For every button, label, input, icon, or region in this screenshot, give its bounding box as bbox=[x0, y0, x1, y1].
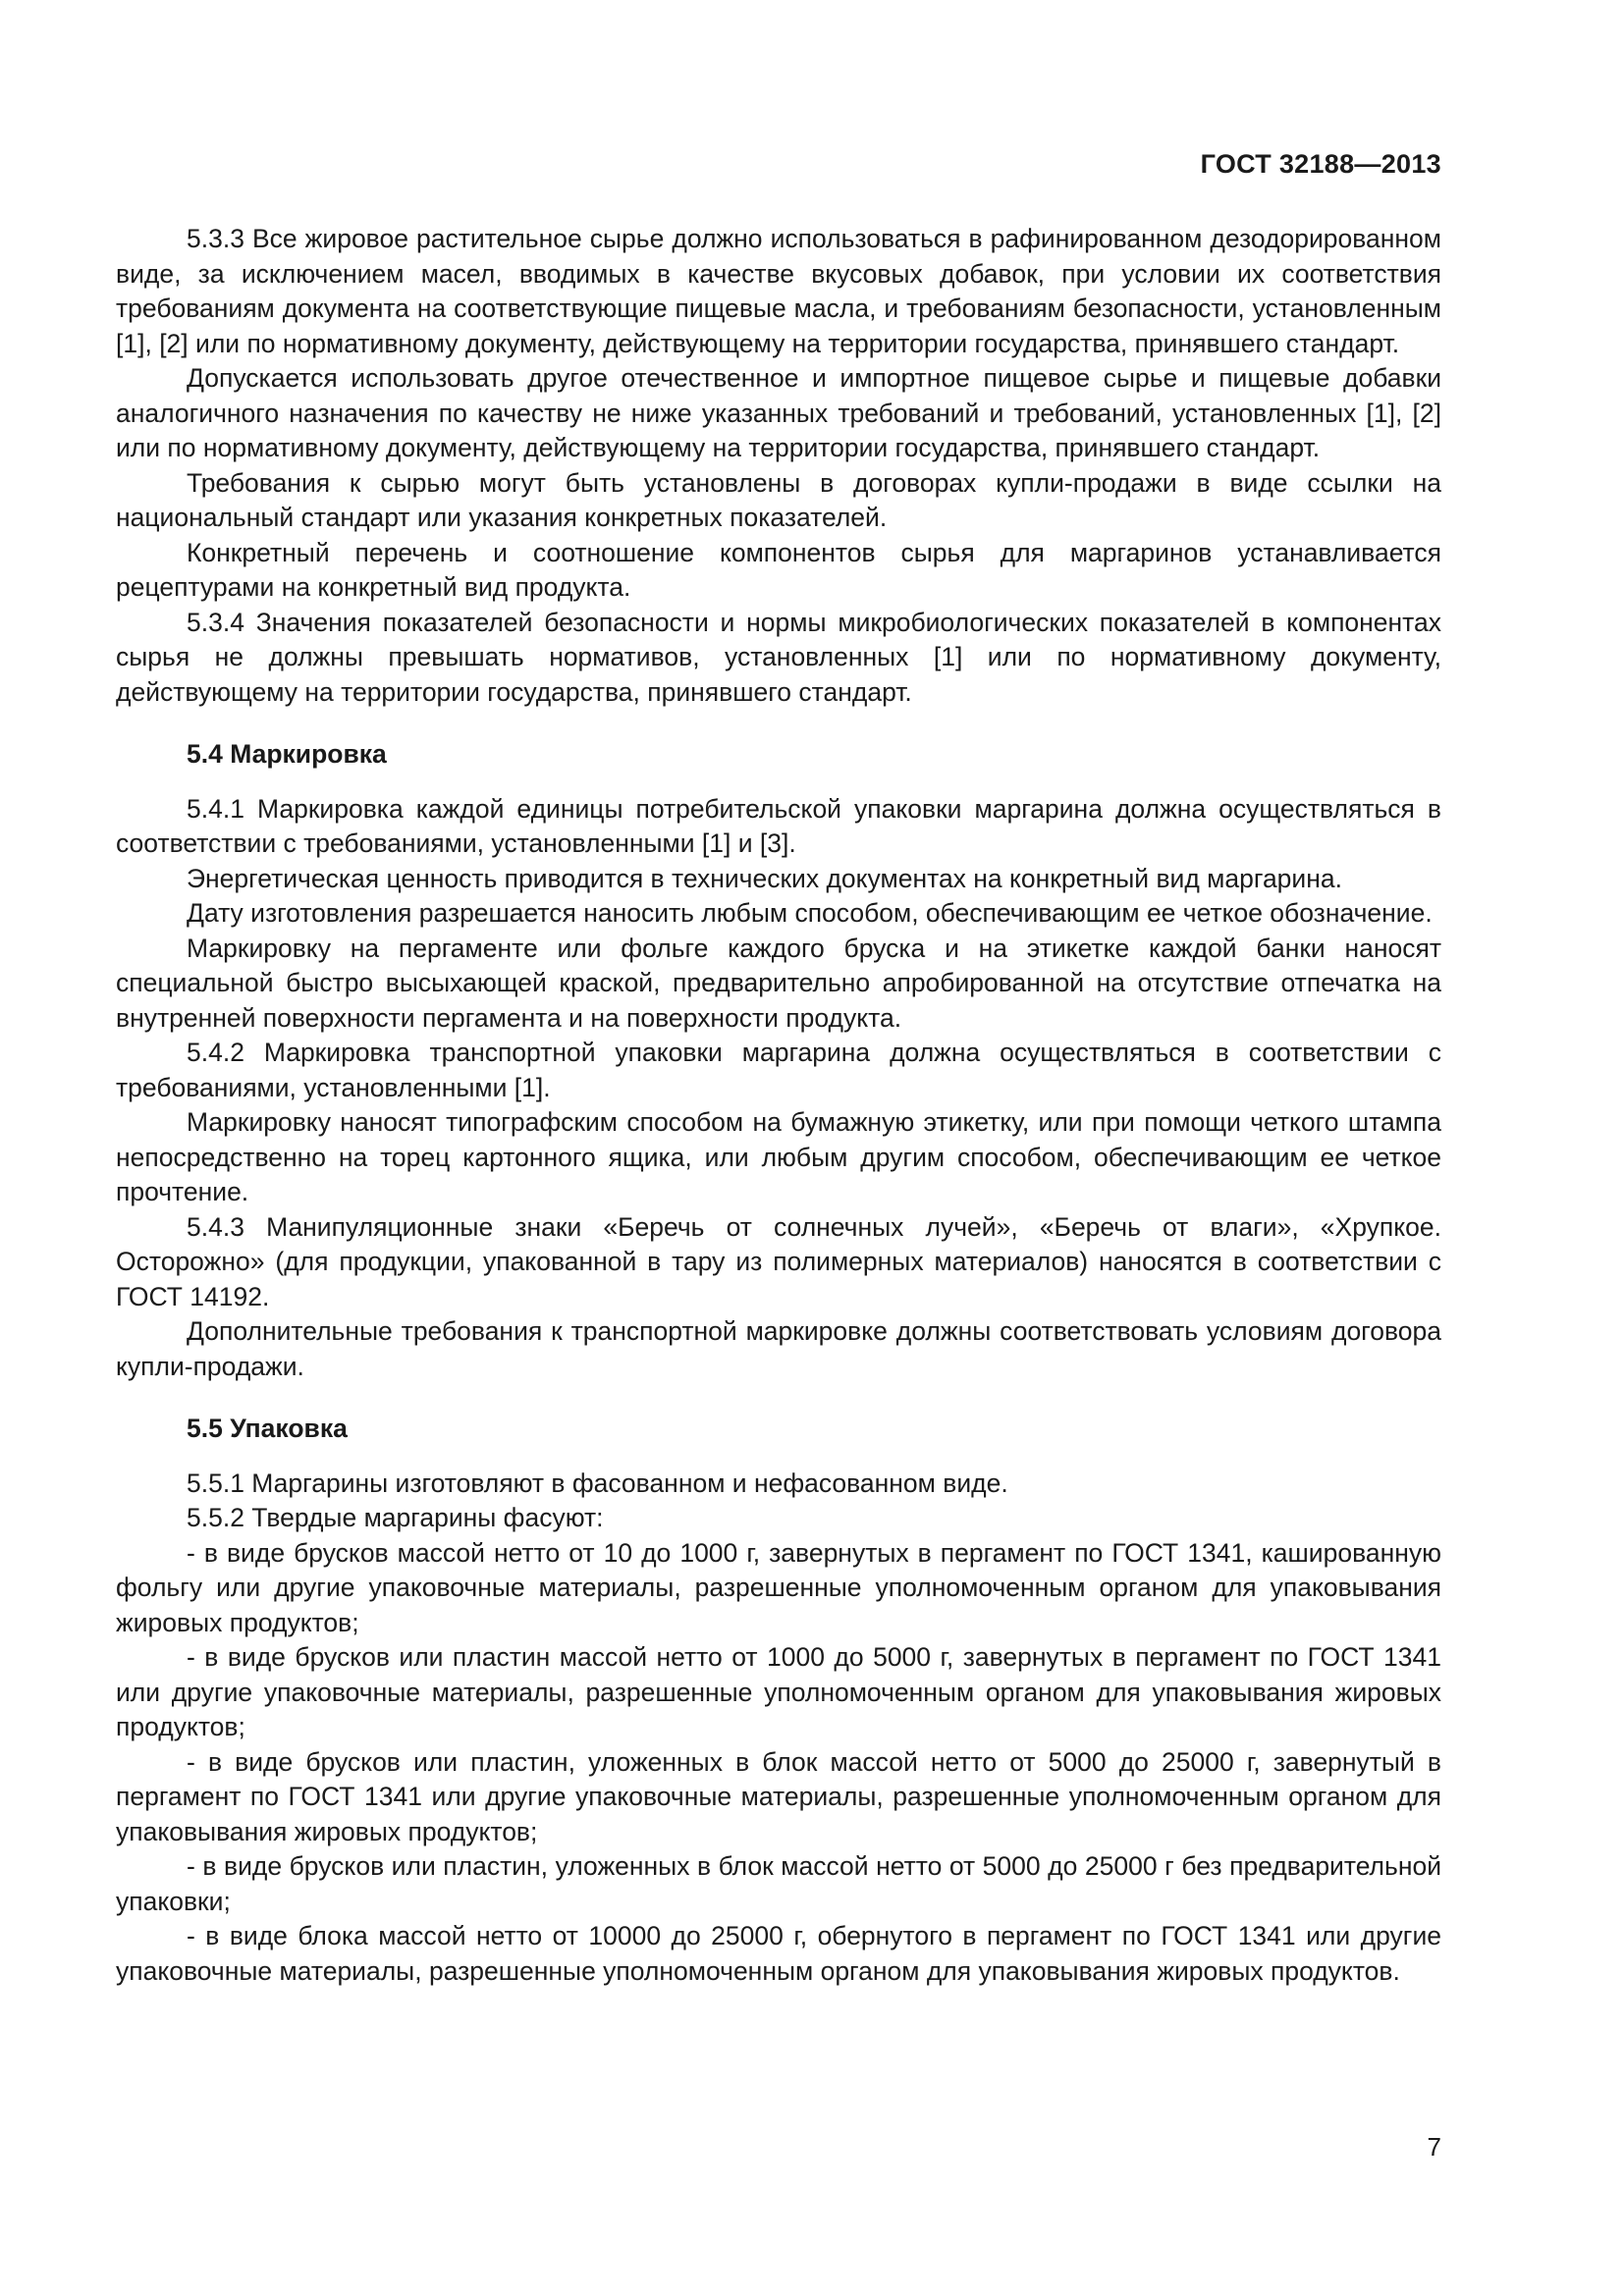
paragraph: 5.5.1 Маргарины изготовляют в фасованном и нефасованном виде. bbox=[187, 1468, 1008, 1498]
list-item: - в виде брусков или пластин, уложенных в блок массой нетто от 5000 до 25000 г, завернутый в пергамент по ГОСТ 1341 или другие упаковочные материалы, разрешенные уполномоченным органом для упаковывания жировых продуктов; bbox=[116, 1746, 1441, 1846]
paragraph: Конкретный перечень и соотношение компонентов сырья для маргаринов устанавливается рецептурами на конкретный вид продукта. bbox=[116, 537, 1441, 602]
document-header-code: ГОСТ 32188—2013 bbox=[1200, 149, 1441, 179]
paragraph: Маркировку наносят типографским способом на бумажную этикетку, или при помощи четкого штампа непосредственно на торец картонного ящика, или любым другим способом, обеспечивающим ее четкое прочтение. bbox=[116, 1107, 1441, 1206]
paragraph: Требования к сырью могут быть установлены в договорах купли-продажи в виде ссылки на национальный стандарт или указания конкретных показателей. bbox=[116, 467, 1441, 532]
list-item: - в виде блока массой нетто от 10000 до 25000 г, обернутого в пергамент по ГОСТ 1341 или другие упаковочные материалы, разрешенные уполномоченным органом для упаковывания жировых продуктов. bbox=[116, 1921, 1441, 1986]
list-item: - в виде брусков массой нетто от 10 до 1000 г, завернутых в пергамент по ГОСТ 1341, кашированную фольгу или другие упаковочные материалы, разрешенные уполномоченным органом для упаковывания жировых продуктов; bbox=[116, 1537, 1441, 1637]
paragraph: Дату изготовления разрешается наносить любым способом, обеспечивающим ее четкое обозначение. bbox=[187, 898, 1433, 928]
paragraph: Энергетическая ценность приводится в технических документах на конкретный вид маргарина. bbox=[187, 863, 1342, 893]
paragraph: Дополнительные требования к транспортной маркировке должны соответствовать условиям договора купли-продажи. bbox=[116, 1316, 1441, 1381]
paragraph: 5.3.4 Значения показателей безопасности и нормы микробиологических показателей в компонентах сырья не должны превышать нормативов, установленных [1] или по нормативному документу, действующему на территории государства, принявшего стандарт. bbox=[116, 607, 1441, 707]
list-item: - в виде брусков или пластин массой нетто от 1000 до 5000 г, завернутых в пергамент по ГОСТ 1341 или другие упаковочные материалы, разрешенные уполномоченным органом для упаковывания жировых продуктов; bbox=[116, 1642, 1441, 1741]
paragraph: 5.4.1 Маркировка каждой единицы потребительской упаковки маргарина должна осуществляться в соответствии с требованиями, установленными [1] и [3]. bbox=[116, 793, 1441, 858]
list-item: - в виде брусков или пластин, уложенных в блок массой нетто от 5000 до 25000 г без предварительной упаковки; bbox=[116, 1851, 1441, 1916]
paragraph: 5.3.3 Все жировое растительное сырье должно использоваться в рафинированном дезодорированном виде, за исключением масел, вводимых в качестве вкусовых добавок, при условии их соответствия требованиям документа на соответствующие пищевые масла, и требованиям безопасности, установленным [1], [2] или по нормативному документу, действующему на территории государства, принявшего стандарт. bbox=[116, 224, 1441, 358]
section-heading-marking: 5.4 Маркировка bbox=[187, 739, 387, 769]
page-number: 7 bbox=[1427, 2132, 1441, 2162]
document-body bbox=[116, 222, 1441, 1989]
section-heading-packaging: 5.5 Упаковка bbox=[187, 1414, 348, 1443]
paragraph: 5.5.2 Твердые маргарины фасуют: bbox=[187, 1503, 604, 1532]
paragraph: 5.4.3 Манипуляционные знаки «Беречь от солнечных лучей», «Беречь от влаги», «Хрупкое. Осторожно» (для продукции, упакованной в тару из полимерных материалов) наносятся в соответствии с ГОСТ 14192. bbox=[116, 1211, 1441, 1311]
paragraph: Допускается использовать другое отечественное и импортное пищевое сырье и пищевые добавки аналогичного назначения по качеству не ниже указанных требований и требований, установленных [1], [2] или по нормативному документу, действующему на территории государства, принявшего стандарт. bbox=[116, 363, 1441, 462]
paragraph: Маркировку на пергаменте или фольге каждого бруска и на этикетке каждой банки наносят специальной быстро высыхающей краской, предварительно апробированной на отсутствие отпечатка на внутренней поверхности пергамента и на поверхности продукта. bbox=[116, 933, 1441, 1033]
paragraph: 5.4.2 Маркировка транспортной упаковки маргарина должна осуществляться в соответствии с требованиями, установленными [1]. bbox=[116, 1038, 1441, 1102]
